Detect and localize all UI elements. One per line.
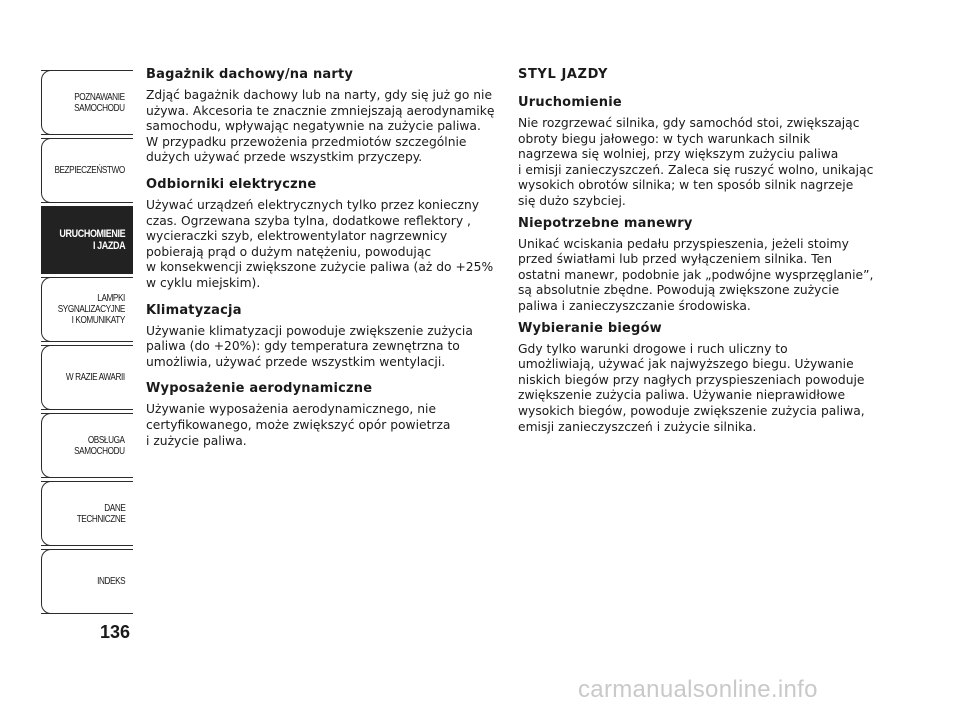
section-electrical xyxy=(146,176,496,292)
section-text: Unikać wciskania pedału przyspieszenia, jeżeli stoimy przed światłami lub przed wyłączeniem silnika. Ten ostatni manewr, podobnie jak „podwójne wysprzęglanie”, są absolutnie zbędne. Powodują zwiększone zużycie paliwa i zanieczyszczanie środowiska. xyxy=(518,236,874,313)
tab-poznawanie-samochodu[interactable] xyxy=(41,70,133,135)
tab-bezpieczenstwo[interactable] xyxy=(41,138,133,203)
section-text: Używać urządzeń elektrycznych tylko przez konieczny czas. Ogrzewana szyba tylna, dodatkowe reflektory , wycieraczki szyb, elektrowentylator nagrzewnicy pobierają prąd o dużym natężeniu, powodując w konsekwencji zwiększone zużycie paliwa (aż do +25% w cyklu miejskim). xyxy=(146,197,494,290)
section-gear-selection xyxy=(518,320,888,436)
tab-w-razie-awarii[interactable] xyxy=(41,345,133,410)
tab-label: POZNAWANIE SAMOCHODU xyxy=(74,91,125,114)
section-text: Używanie wyposażenia aerodynamicznego, nie certyfikowanego, może zwiększyć opór powietrza i zużycie paliwa. xyxy=(146,402,451,448)
tab-label: W RAZIE AWARII xyxy=(66,372,125,383)
section-title: Bagażnik dachowy/na narty xyxy=(146,67,354,82)
chapter-heading: STYL JAZDY xyxy=(518,67,609,82)
section-title: Klimatyzacja xyxy=(146,302,242,318)
section-air-conditioning xyxy=(146,302,496,371)
section-title: Odbiorniki elektryczne xyxy=(146,176,317,192)
tab-label: URUCHOMIENIE I JAZDA xyxy=(59,228,125,252)
tab-uruchomienie-i-jazda[interactable] xyxy=(41,206,133,274)
section-title: Uruchomienie xyxy=(518,95,622,110)
tab-lampki-sygnalizacyjne[interactable] xyxy=(41,277,133,342)
section-text: Zdjąć bagażnik dachowy lub na narty, gdy się już go nie używa. Akcesoria te znacznie zmniejszają aerodynamikę samochodu, wpływając negatywnie na zużycie paliwa. W przypadku przewożenia przedmiotów szczególnie dużych używać przede wszystkim przyczepy. xyxy=(146,88,495,165)
tab-label: DANE TECHNICZNE xyxy=(76,502,125,525)
tab-label: LAMPKI SYGNALIZACYJNE I KOMUNIKATY xyxy=(57,293,125,326)
section-roof-rack xyxy=(146,66,496,166)
section-title: Niepotrzebne manewry xyxy=(518,215,693,231)
section-title: Wyposażenie aerodynamiczne xyxy=(146,381,373,397)
section-start xyxy=(518,94,888,210)
tab-label: OBSŁUGA SAMOCHODU xyxy=(74,434,125,457)
section-title: Wybieranie biegów xyxy=(518,320,662,336)
section-text: Używanie klimatyzacji powoduje zwiększenie zużycia paliwa (do +20%): gdy temperatura zewnętrzna to umożliwia, używać przede wszystkim wentylacji. xyxy=(146,323,473,369)
tab-indeks[interactable] xyxy=(41,549,133,614)
section-aerodynamic xyxy=(146,380,496,449)
tab-dane-techniczne[interactable] xyxy=(41,481,133,546)
left-column xyxy=(146,66,496,459)
watermark: carmanualsonline.info xyxy=(578,676,818,703)
section-unnecessary-maneuvers xyxy=(518,215,888,315)
chapter-tabs xyxy=(41,70,133,617)
page-number: 136 xyxy=(100,622,131,642)
tab-obsluga-samochodu[interactable] xyxy=(41,413,133,478)
tab-label: INDEKS xyxy=(96,576,125,587)
tab-label: BEZPIECZEŃSTWO xyxy=(54,165,125,176)
right-column xyxy=(518,66,888,440)
section-text: Nie rozgrzewać silnika, gdy samochód stoi, zwiększając obroty biegu jałowego: w tych warunkach silnik nagrzewa się wolniej, przy większym zużyciu paliwa i emisji zanieczyszczeń. Zaleca się ruszyć wolno, unikając wysokich obrotów silnika; w ten sposób silnik nagrzeje się dużo szybciej. xyxy=(518,116,874,208)
section-text: Gdy tylko warunki drogowe i ruch uliczny to umożliwiają, używać jak najwyższego biegu. Używanie niskich biegów przy nagłych przyspieszeniach powoduje zwiększenie zużycia paliwa. Używanie nieprawidłowe wysokich biegów, powoduje zwiększenie zużycia paliwa, emisji zanieczyszczeń i zużycie silnika. xyxy=(518,341,865,434)
